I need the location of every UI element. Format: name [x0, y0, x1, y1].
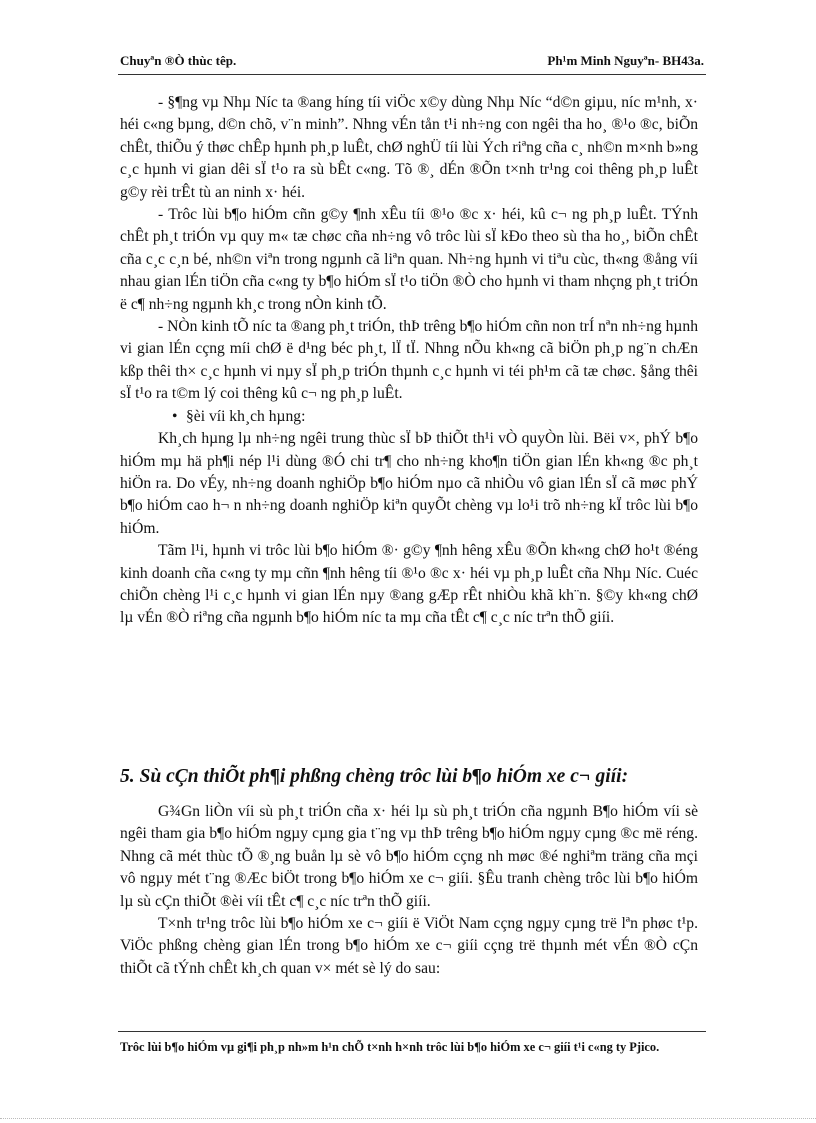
body-top — [120, 92, 698, 630]
paragraph-moral-impact: - Trôc lùi b¶o hiÓm cñn g©y ¶nh xÊu tíi ®¹o ®c x· héi, kû c¬ ng ph¸p luÊt. TÝnh chÊt ph¸t triÓn vµ quy m« tæ chøc cña nh÷ng vô trôc lùi sÏ kÐo theo sù tha ho¸, biÕn chÊt cña c¸c c¸n bé, nh©n viªn trong ngµnh cã liªn quan. Nh÷ng hµnh vi tiªu cùc, th«ng ®ång víi nhau gian lÉn tiÖn cña c«ng ty b¶o hiÓm sÏ t¹o tiÖn ®Ò cho hµnh vi tham nhçng ph¸t triÓn ë c¶ nh÷ng ngµnh kh¸c trong nÒn kinh tÕ. — [120, 206, 698, 313]
footer-title: Trôc lùi b¶o hiÓm vµ gi¶i ph¸p nh»m h¹n chÕ t×nh h×nh trôc lùi b¶o hiÓm xe c¬ giíi t¹i c«ng ty Pjico. — [120, 1040, 660, 1054]
section-heading: 5. Sù cÇn thiÕt ph¶i phßng chèng trôc lùi b¶o hiÓm xe c¬ giíi: — [120, 766, 629, 787]
footer-divider — [118, 1031, 706, 1032]
bullet-customers — [120, 406, 698, 428]
page-bottom-border — [0, 1118, 816, 1119]
paragraph-economy: - NÒn kinh tÕ níc ta ®ang ph¸t triÓn, thÞ trêng b¶o hiÓm cñn non trÍ nªn nh÷ng hµnh vi gian lÉn cçng míi chØ ë d¹ng béc ph¸t, lÏ tÏ. Nhng nÕu kh«ng cã biÖn ph¸p ng¨n chÆn kßp thêi th× c¸c hµnh vi nµy sÏ ph¸p triÓn thµnh c¸c hµnh vi téi ph¹m cã tæ chøc. §ång thêi sÏ t¹o ra t©m lý coi thêng kû c¬ ng ph¸p luÊt. — [120, 318, 698, 403]
bullet-label: §èi víi kh¸ch hµng: — [186, 407, 306, 425]
paragraph-summary: Tãm l¹i, hµnh vi trôc lùi b¶o hiÓm ®· g©y ¶nh hêng xÊu ®Õn kh«ng chØ ho¹t ®éng kinh doanh cña c«ng ty mµ cñn ¶nh hêng tíi ®¹o ®c x· héi vµ ph¸p luÊt cña Nhµ Níc. Cuéc chiÕn chèng l¹i c¸c hµnh vi gian lÉn nµy ®ang gÆp rÊt nhiÒu khã kh¨n. §©y kh«ng chØ lµ vÉn ®Ò riªng cña ngµnh b¶o hiÓm níc ta mµ cña tÊt c¶ c¸c níc trªn thÕ giíi. — [120, 542, 698, 627]
paragraph-customers: Kh¸ch hµng lµ nh÷ng ngêi trung thùc sÏ bÞ thiÕt th¹i vÒ quyÒn lùi. Bëi v×, phÝ b¶o hiÓm mµ hä ph¶i nép l¹i dùng ®Ó chi tr¶ cho nh÷ng kho¶n tiÖn gian lÉn kh«ng ®c ph¸t hiÖn ra. Do vÉy, nh÷ng doanh nghiÖp b¶o hiÓm nµo cã nhiÒu vô gian lÉn sÏ cã møc phÝ b¶o hiÓm cao h¬ n nh÷ng doanh nghiÖp kiªn quyÕt chèng vµ lo¹i trõ nh÷ng kÏ trôc lùi b¶o hiÓm. — [120, 430, 698, 537]
bullet-icon: • — [172, 407, 178, 425]
header-author: Ph¹m Minh Nguyªn- BH43a. — [547, 53, 704, 68]
paragraph-vietnam: T×nh tr¹ng trôc lùi b¶o hiÓm xe c¬ giíi ë ViÖt Nam cçng ngµy cµng trë lªn phøc t¹p. ViÖc phßng chèng gian lÉn trong b¶o hiÓm xe c¬ giíi cçng trë thµnh mét vÉn ®Ò cÇn thiÕt cã tÝnh chÊt kh¸ch quan v× mét sè lý do sau: — [120, 915, 698, 977]
paragraph-necessity: G¾Gn liÒn víi sù ph¸t triÓn cña x· héi lµ sù ph¸t triÓn cña ngµnh B¶o hiÓm víi sè ngêi tham gia b¶o hiÓm ngµy cµng gia t¨ng vµ thÞ trêng b¶o hiÓm ngµy cµng ®c më réng. Nhng cã mét thùc tÕ ®¸ng buån lµ sè vô b¶o hiÓm cçng nh møc ®é nghiªm träng cña mçi vô ngµy mét t¨ng ®Æc biÖt trong b¶o hiÓm xe c¬ giíi. §Êu tranh chèng trôc lùi b¶o hiÓm lµ sù cÇn thiÕt ®èi víi tÊt c¶ c¸c níc trªn thÕ giíi. — [120, 803, 698, 910]
body-section — [120, 801, 698, 980]
header-divider — [118, 74, 706, 75]
paragraph-state-policy: - §¶ng vµ Nhµ Níc ta ®ang híng tíi viÖc x©y dùng Nhµ Níc “d©n giµu, níc m¹nh, x· héi c«ng bµng, d©n chõ, v¨n minh”. Nhng vÉn tån t¹i nh÷ng con ngêi tha ho¸ ®¹o ®c, biÕn chÊt, thiÕu ý thøc chÊp hµnh ph¸p luÊt, chØ nghÜ tíi lùi Ých riªng cña c¸ nh©n m×nh b»ng c¸c hµnh vi gian dêi sÏ t¹o ra sù bÊt c«ng. Tõ ®¸ dÉn ®Õn t×nh tr¹ng coi thêng ph¸p luÊt g©y rèi trÊt tù an ninh x· héi. — [120, 94, 698, 201]
header-title: Chuyªn ®Ò thùc têp. — [120, 53, 237, 68]
